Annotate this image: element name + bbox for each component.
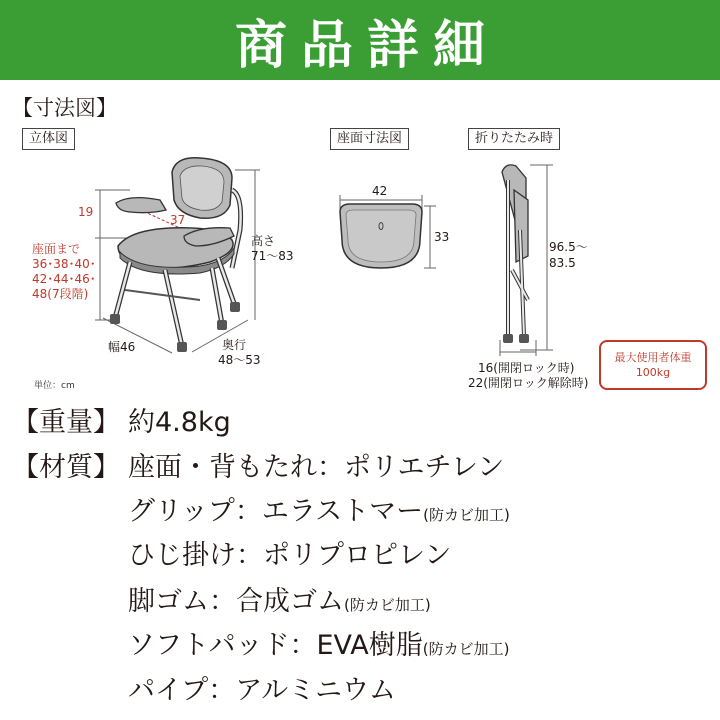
seat-height-title: 座面まで: [32, 242, 81, 256]
max-load-title: 最大使用者体重: [614, 351, 692, 364]
material-note: (防カビ加工): [344, 596, 431, 614]
seat-view-label: 座面寸法図: [330, 128, 409, 150]
material-item: [128, 495, 510, 532]
seat-top-view: [340, 195, 436, 268]
depth-title: 奥行: [222, 338, 247, 352]
weight-label: 【重量】: [12, 407, 120, 438]
material-item: [128, 674, 396, 711]
seat-height-values-1: 36･38･40･: [32, 257, 96, 271]
perspective-view-label: 立体図: [22, 128, 75, 150]
armrest-length-label: 37: [170, 213, 186, 227]
page-title: 商品詳細: [234, 15, 499, 76]
folded-chair-view: [500, 165, 553, 356]
dimensions-section-title: 【寸法図】: [12, 96, 117, 120]
seat-height-values-3: 48(7段階): [32, 287, 89, 301]
material-text: ソフトパッド：EVA樹脂: [128, 630, 423, 661]
height-title: 高さ: [251, 234, 276, 248]
material-text: パイプ：アルミニウム: [128, 675, 396, 706]
material-note: (防カビ加工): [423, 506, 510, 524]
material-text: 脚ゴム：合成ゴム: [128, 586, 344, 617]
folded-depth-unlocked: 22(開閉ロック解除時): [468, 376, 589, 390]
seat-height-values-2: 42･44･46･: [32, 272, 96, 286]
width-label: 幅46: [108, 340, 136, 354]
height-value: 71～83: [251, 249, 294, 263]
folded-height-1: 96.5～: [549, 240, 588, 254]
material-text: 座面・背もたれ：ポリエチレン: [128, 452, 505, 483]
weight-value: 約4.8kg: [128, 407, 231, 438]
max-load-badge: [599, 340, 707, 390]
seat-depth-label: 33: [434, 230, 450, 244]
max-load-value: 100kg: [635, 366, 671, 379]
material-item: [128, 629, 509, 666]
folded-view-label: 折りたたみ時: [468, 128, 560, 150]
material-item: [128, 451, 504, 488]
folded-depth-locked: 16(開閉ロック時): [478, 361, 575, 375]
depth-value: 48～53: [218, 353, 261, 367]
material-text: グリップ：エラストマー: [128, 496, 424, 527]
material-note: (防カビ加工): [422, 640, 510, 658]
material-item: [128, 539, 451, 576]
armrest-height-label: 19: [78, 205, 94, 219]
seat-width-label: 42: [372, 184, 388, 198]
unit-note: 単位：cm: [34, 381, 75, 391]
material-text: ひじ掛け：ポリプロピレン: [128, 540, 452, 571]
folded-height-2: 83.5: [549, 256, 576, 270]
chair-illustration: [95, 158, 260, 353]
material-item: [128, 585, 431, 622]
materials-label: 【材質】: [12, 452, 120, 483]
